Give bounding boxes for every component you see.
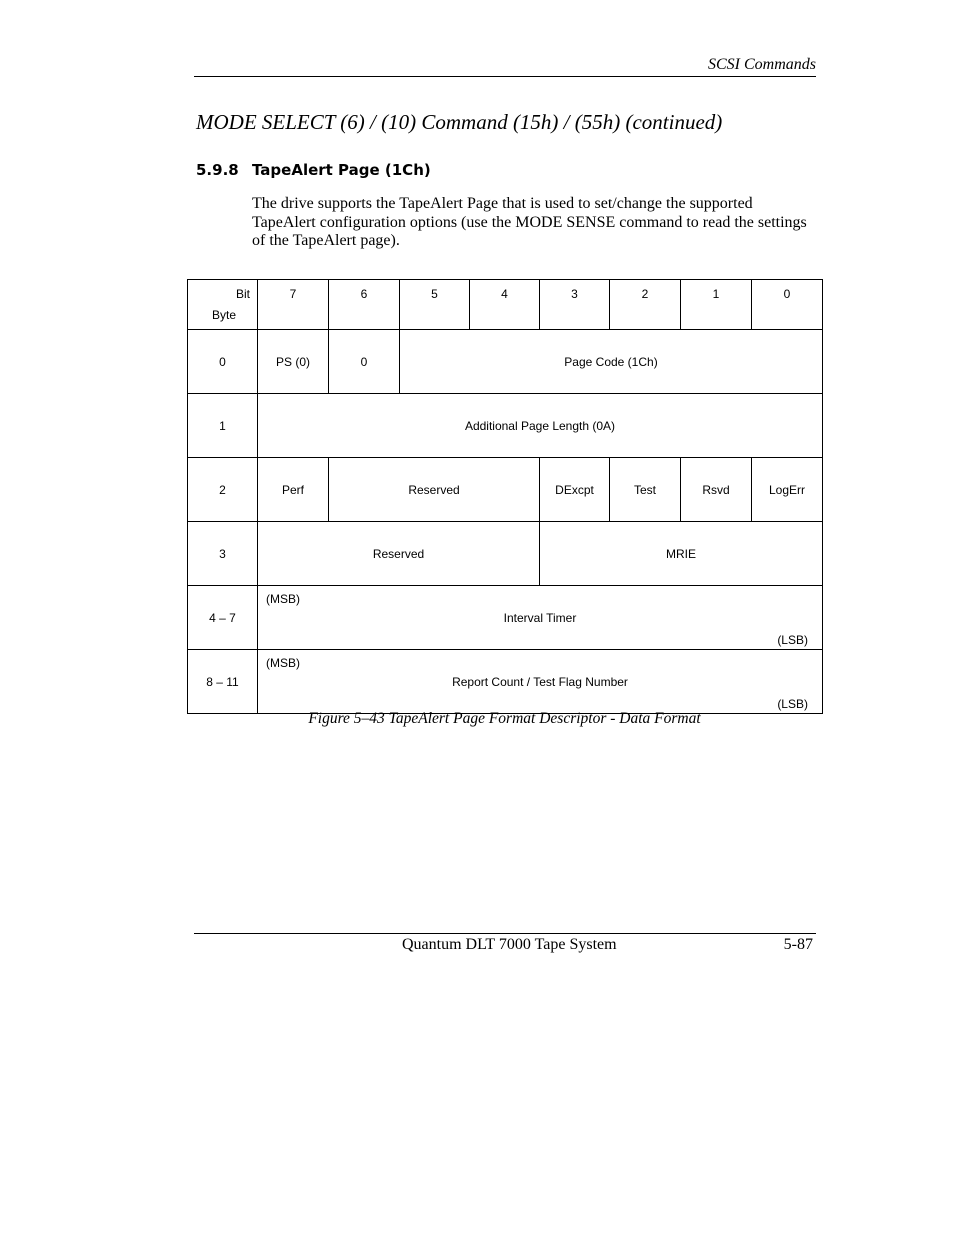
bit-header-5: 5 [400, 280, 470, 330]
lsb-marker: (LSB) [777, 633, 808, 647]
byte-label: 3 [188, 522, 258, 586]
bit-header-0: 0 [752, 280, 823, 330]
field-label: Interval Timer [503, 610, 577, 625]
field-interval-timer [258, 586, 823, 650]
field-test: Test [610, 458, 681, 522]
bit-header-6: 6 [329, 280, 400, 330]
field-page-code: Page Code (1Ch) [400, 330, 823, 394]
byte-label: 2 [188, 458, 258, 522]
footer-title: Quantum DLT 7000 Tape System [402, 936, 617, 953]
lsb-marker: (LSB) [777, 697, 808, 711]
table-row-byte-0 [188, 330, 823, 394]
body-paragraph: The drive supports the TapeAlert Page that is used to set/change the supported TapeAlert configuration options (use the MODE SENSE command to read the settings of the TapeAlert page). [252, 195, 807, 249]
running-head: SCSI Commands [707, 56, 816, 73]
bit-header-2: 2 [610, 280, 681, 330]
field-perf: Perf [258, 458, 329, 522]
msb-marker: (MSB) [266, 656, 300, 670]
bit-header-4: 4 [470, 280, 540, 330]
section-heading [196, 161, 431, 179]
table-row-byte-8-11 [188, 650, 823, 714]
table-row-byte-4-7 [188, 586, 823, 650]
figure-caption: Figure 5–43 TapeAlert Page Format Descriptor - Data Format [308, 710, 701, 727]
byte-label: 8 – 11 [188, 650, 258, 714]
field-logerr: LogErr [752, 458, 823, 522]
field-additional-page-length: Additional Page Length (0A) [258, 394, 823, 458]
tapealert-page-format-table [187, 279, 823, 714]
byte-label: 4 – 7 [188, 586, 258, 650]
field-reserved: Reserved [258, 522, 540, 586]
corner-bit-label: Bit [235, 287, 250, 301]
bit-header-row [188, 280, 823, 330]
field-ps: PS (0) [258, 330, 329, 394]
field-rsvd: Rsvd [681, 458, 752, 522]
footer-rule [194, 933, 816, 934]
field-mrie: MRIE [540, 522, 823, 586]
table-row-byte-3 [188, 522, 823, 586]
corner-byte-label: Byte [212, 308, 237, 322]
bit-header-3: 3 [540, 280, 610, 330]
table-row-byte-2 [188, 458, 823, 522]
bit-header-1: 1 [681, 280, 752, 330]
table-row-byte-1 [188, 394, 823, 458]
page-number: 5-87 [783, 936, 813, 953]
section-title: TapeAlert Page (1Ch) [252, 161, 431, 179]
msb-marker: (MSB) [266, 592, 300, 606]
field-label: Report Count / Test Flag Number [452, 674, 628, 689]
bit-header-7: 7 [258, 280, 329, 330]
byte-label: 1 [188, 394, 258, 458]
table-corner-cell [188, 280, 258, 330]
header-rule [194, 76, 816, 77]
section-number: 5.9.8 [196, 161, 239, 179]
field-reserved: Reserved [329, 458, 540, 522]
field-reserved-bit: 0 [329, 330, 400, 394]
field-dexcpt: DExcpt [540, 458, 610, 522]
byte-label: 0 [188, 330, 258, 394]
page-title: MODE SELECT (6) / (10) Command (15h) / (55h) (continued) [196, 110, 723, 134]
field-report-count [258, 650, 823, 714]
